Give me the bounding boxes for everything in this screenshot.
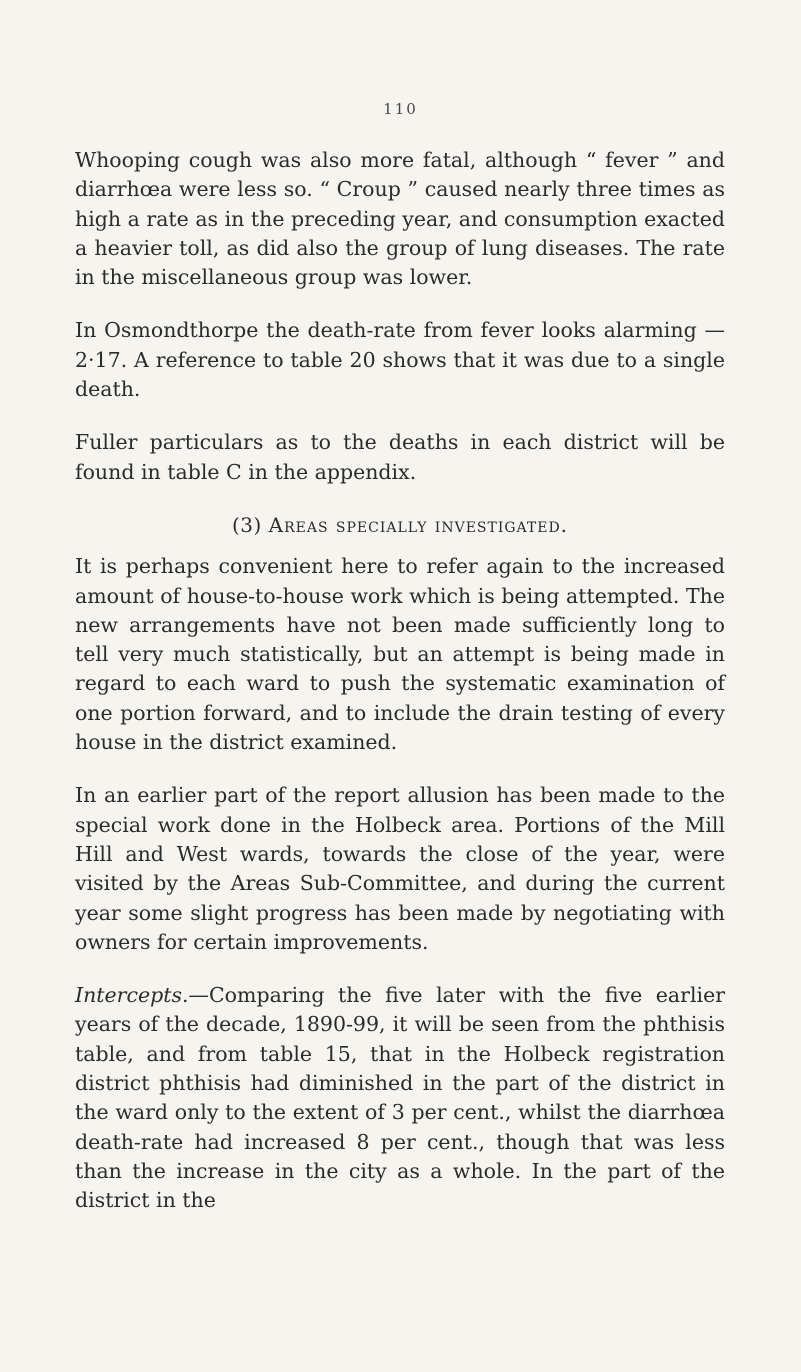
page-number: 110 bbox=[383, 100, 418, 118]
paragraph-fuller-particulars: Fuller particulars as to the deaths in each district will be found in table C in the appendix. bbox=[75, 430, 725, 484]
body-text bbox=[75, 146, 725, 1240]
paragraph-holbeck-area: In an earlier part of the report allusion has been made to the special work done in the Holbeck area. Portions of the Mill Hill and West wards, towards the close of the year, were visited by the Areas Sub-Committee, and during the current year some slight progress has been made by negotiating with owners for certain improvements. bbox=[75, 783, 725, 954]
paragraph-osmondthorpe: In Osmondthorpe the death-rate from fever looks alarming —2·17. A reference to table 20 shows that it was due to a single death. bbox=[75, 318, 725, 402]
section-heading-title: Areas specially investigated. bbox=[268, 512, 569, 537]
paragraph-mortality: Whooping cough was also more fatal, although “ fever ” and diarrhœa were less so. “ Croup ” caused nearly three times as high a rate as in the preceding year, and consumption exacted a heavier toll, as did also the group of lung diseases. The rate in the miscellaneous group was lower. bbox=[75, 148, 725, 290]
paragraph-intercepts-text: —Comparing the five later with the five earlier years of the decade, 1890-99, it will be seen from the phthisis table, and from table 15, that in the Holbeck registration district phthisis had diminished in the part of the district in the ward only to the extent of 3 per cent., whilst the diarrhœa death-rate had increased 8 per cent., though that was less than the increase in the city as a whole. In the part of the district in the bbox=[75, 983, 725, 1213]
section-heading-number: (3) bbox=[231, 512, 262, 537]
section-heading bbox=[75, 511, 725, 540]
run-in-heading-intercepts: Intercepts. bbox=[75, 983, 189, 1008]
paragraph-intercepts bbox=[75, 981, 725, 1215]
paragraph-house-to-house: It is perhaps convenient here to refer again to the increased amount of house-to-house work which is being attempted. The new arrangements have not been made sufficiently long to tell very much statistically, but an attempt is being made in regard to each ward to push the systematic examination of one portion forward, and to include the drain testing of every house in the district examined. bbox=[75, 554, 725, 755]
